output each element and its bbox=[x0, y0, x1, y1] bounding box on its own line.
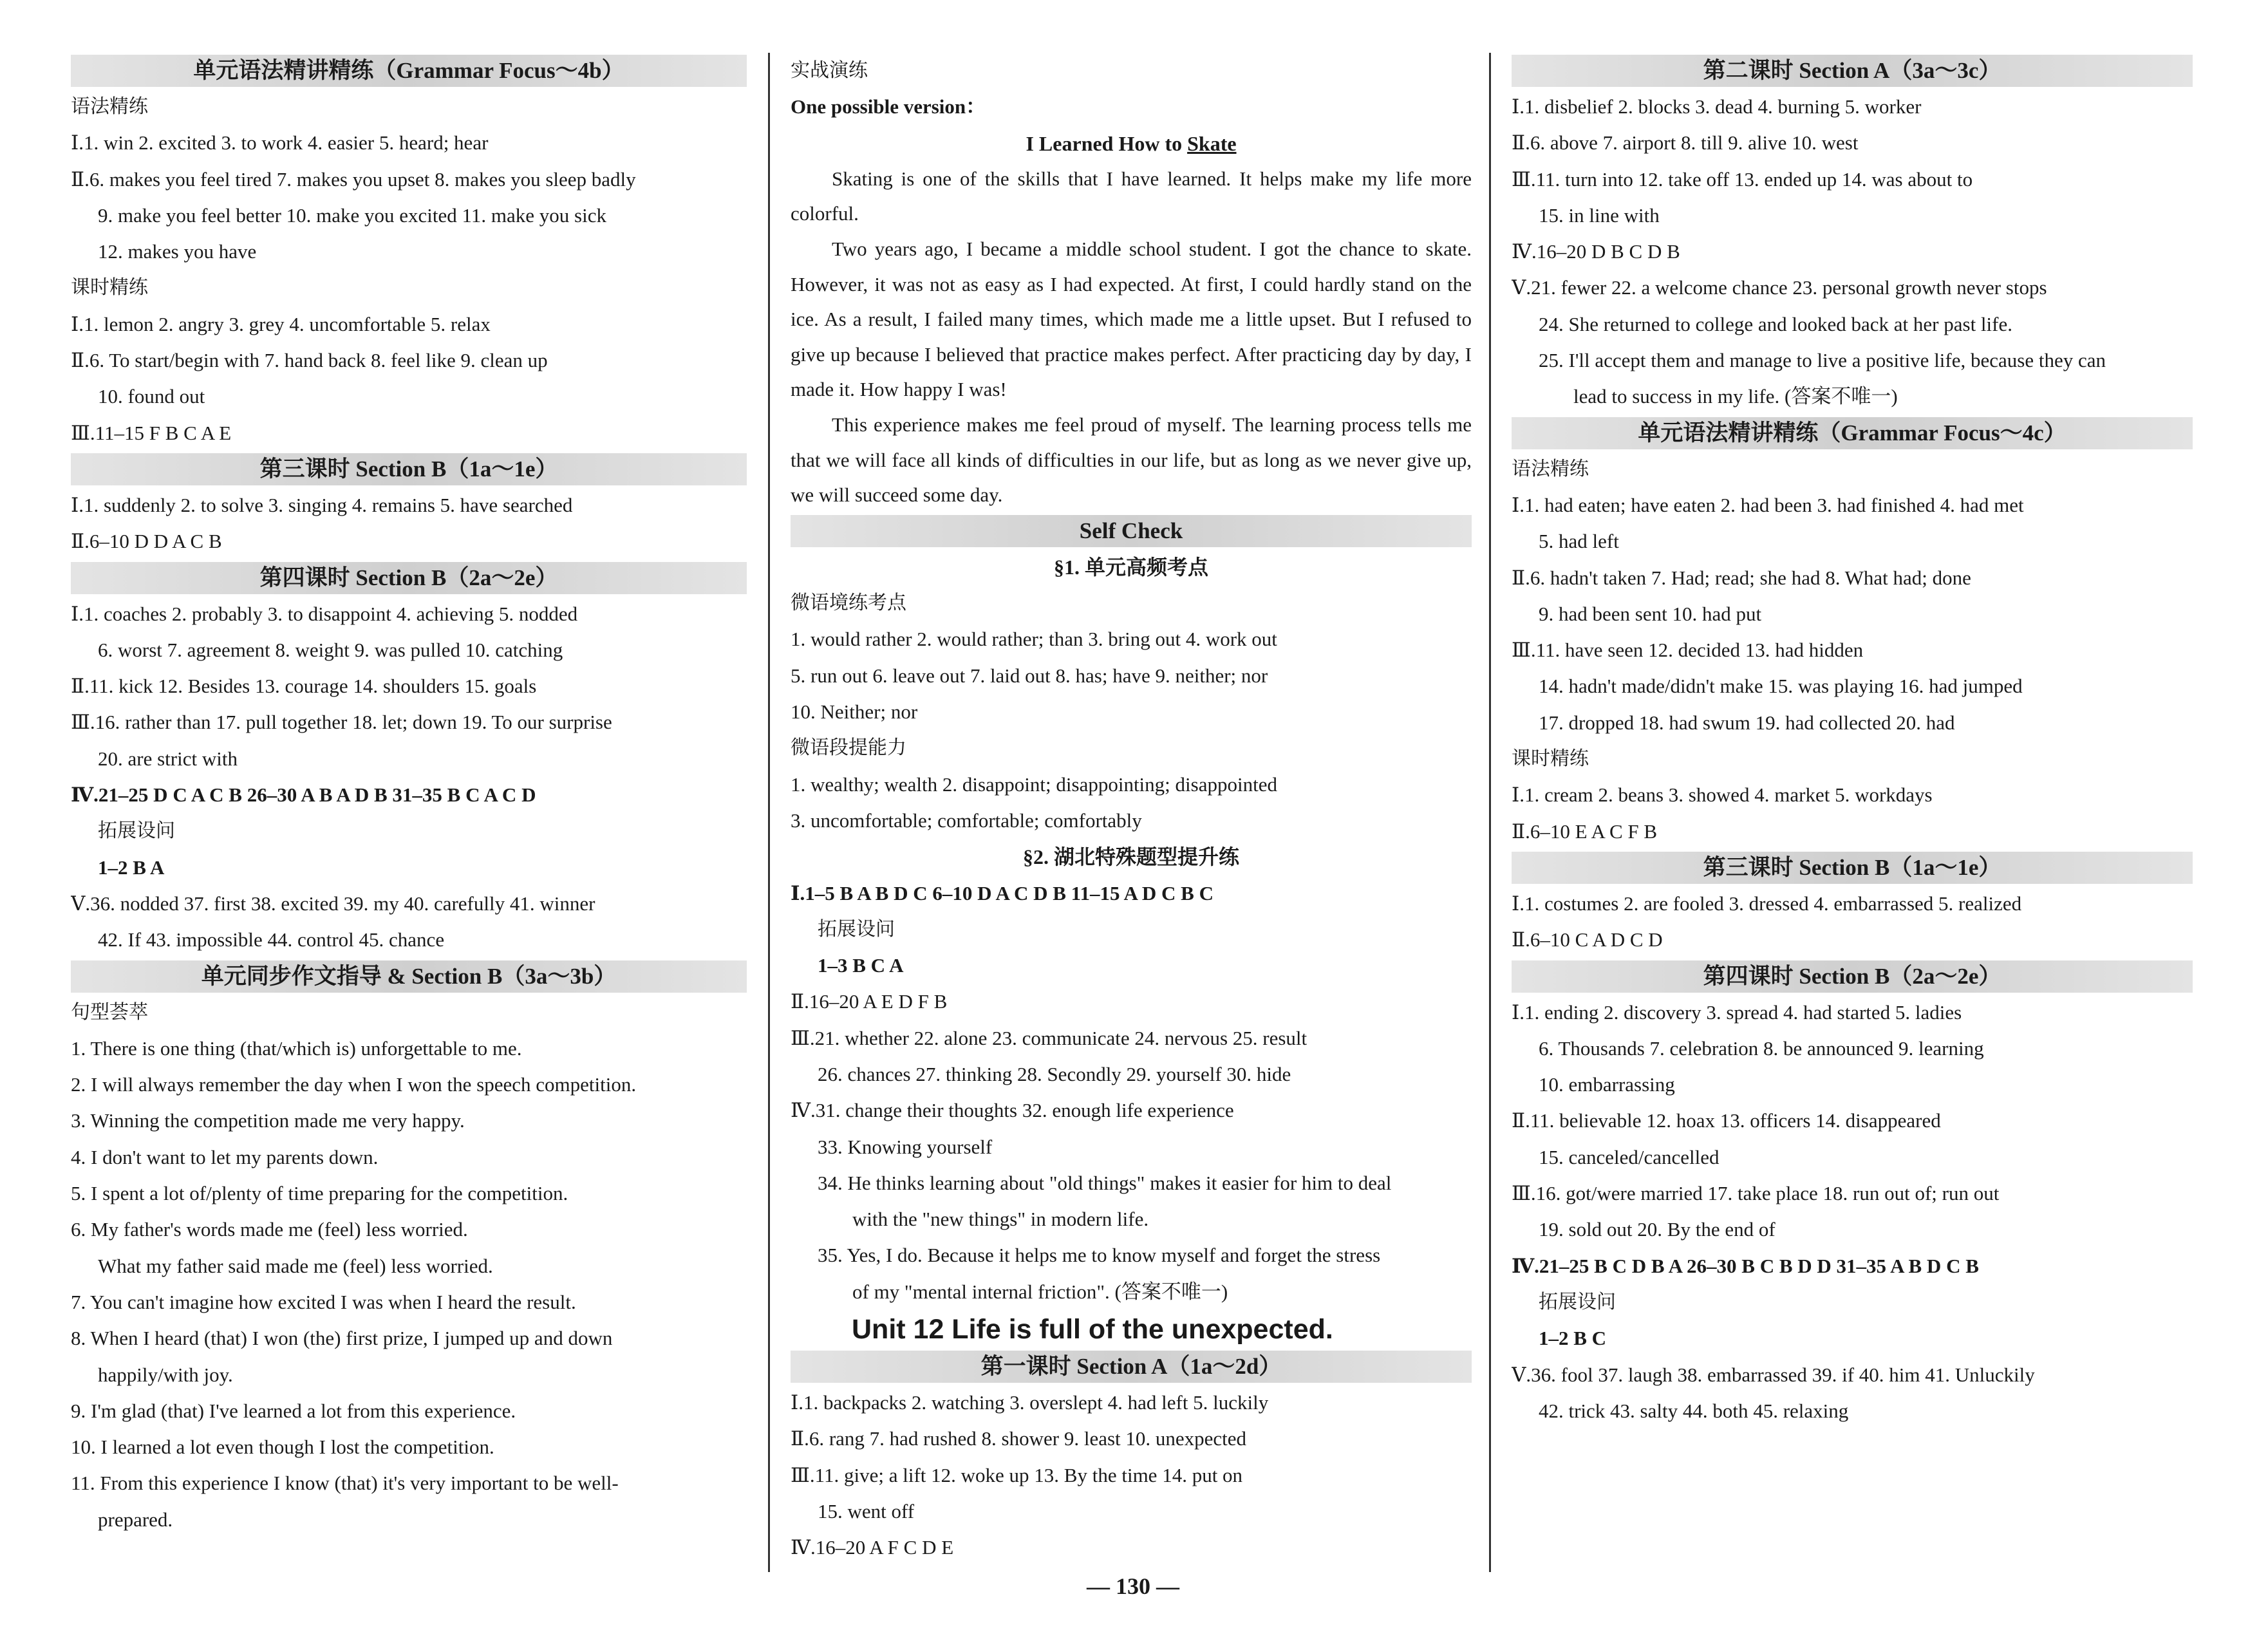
answer-line: 10. Neither; nor bbox=[791, 700, 918, 724]
sentence-line: 10. I learned a lot even though I lost the competition. bbox=[71, 1436, 494, 1459]
answer-line: 12. makes you have bbox=[98, 240, 257, 263]
column-divider bbox=[1489, 53, 1491, 1572]
column-right bbox=[1512, 53, 2193, 1429]
subsection-title: §1. 单元高频考点 bbox=[1053, 555, 1208, 579]
essay-paragraph: Two years ago, I became a middle school student. I got the chance to skate. However, it was not as easy as I had expected. At first, I could hardly stand on the ice. As a result, I failed many times, which made me a little upset. But I refused to give up because I believed that practice makes perfect. After practicing day by day, I made it. How happy I was! bbox=[791, 238, 1472, 401]
answer-line: 10. found out bbox=[98, 385, 205, 408]
answer-line: 19. sold out 20. By the end of bbox=[1539, 1218, 1776, 1241]
answer-line: 5. run out 6. leave out 7. laid out 8. has; have 9. neither; nor bbox=[791, 664, 1268, 687]
answer-line: 25. I'll accept them and manage to live a positive life, because they can bbox=[1539, 349, 2106, 372]
section-header: 第二课时 Section A（3a～3c） bbox=[1512, 55, 2193, 87]
answer-line: Ⅰ.1. costumes 2. are fooled 3. dressed 4. embarrassed 5. realized bbox=[1512, 892, 2022, 915]
column-middle bbox=[791, 53, 1472, 1566]
column-divider bbox=[768, 53, 770, 1572]
answer-line: 35. Yes, I do. Because it helps me to know myself and forget the stress bbox=[818, 1244, 1381, 1267]
essay-title: I Learned How to Skate bbox=[1026, 131, 1237, 155]
answer-line: 9. had been sent 10. had put bbox=[1539, 602, 1762, 625]
section-header: 单元同步作文指导 & Section B（3a～3b） bbox=[71, 960, 747, 993]
answer-line: Ⅳ.31. change their thoughts 32. enough life experience bbox=[791, 1099, 1234, 1122]
subheading: 微语境练考点 bbox=[791, 592, 906, 615]
essay-paragraph: Skating is one of the skills that I have learned. It helps make my life more colorful. bbox=[791, 167, 1472, 225]
answer-line: Ⅱ.6–10 E A C F B bbox=[1512, 820, 1658, 843]
section-header: 第三课时 Section B（1a～1e） bbox=[71, 453, 747, 485]
sentence-line: prepared. bbox=[98, 1508, 173, 1531]
answer-line: Ⅱ.11. kick 12. Besides 13. courage 14. shoulders 15. goals bbox=[71, 675, 537, 698]
section-header: 第四课时 Section B（2a～2e） bbox=[1512, 960, 2193, 993]
answer-line: Ⅲ.11. give; a lift 12. woke up 13. By the time 14. put on bbox=[791, 1463, 1243, 1486]
answer-line: Ⅲ.11. turn into 12. take off 13. ended up 14. was about to bbox=[1512, 167, 1973, 191]
sentence-line: 9. I'm glad (that) I've learned a lot from this experience. bbox=[71, 1399, 516, 1422]
essay-paragraph: This experience makes me feel proud of myself. The learning process tells me that we will face all kinds of difficulties in our life, but as long as we never give up, we will succeed some day. bbox=[791, 413, 1472, 507]
answer-line: lead to success in my life. (答案不唯一) bbox=[1573, 385, 1898, 408]
answer-line: 1–2 B A bbox=[98, 856, 165, 879]
answer-line: Ⅱ.11. believable 12. hoax 13. officers 14. disappeared bbox=[1512, 1109, 1941, 1132]
answer-line: 1–3 B C A bbox=[818, 954, 904, 977]
answer-line: 26. chances 27. thinking 28. Secondly 29. yourself 30. hide bbox=[818, 1062, 1291, 1085]
answer-line: Ⅰ.1. disbelief 2. blocks 3. dead 4. burning 5. worker bbox=[1512, 95, 1922, 118]
answer-line: Ⅱ.6. rang 7. had rushed 8. shower 9. least 10. unexpected bbox=[791, 1427, 1247, 1450]
answer-line: Ⅱ.6–10 D D A C B bbox=[71, 530, 222, 553]
answer-line: 1. would rather 2. would rather; than 3. bring out 4. work out bbox=[791, 628, 1277, 651]
answer-line: 42. trick 43. salty 44. both 45. relaxing bbox=[1539, 1399, 1849, 1422]
subheading: 微语段提能力 bbox=[791, 736, 906, 760]
subheading: 句型荟萃 bbox=[71, 1000, 148, 1024]
answer-line: of my "mental internal friction". (答案不唯一) bbox=[852, 1280, 1228, 1303]
answer-line: Ⅰ.1. coaches 2. probably 3. to disappoint 4. achieving 5. nodded bbox=[71, 602, 578, 625]
sentence-line: 2. I will always remember the day when I won the speech competition. bbox=[71, 1073, 637, 1096]
answer-line: Ⅲ.16. rather than 17. pull together 18. let; down 19. To our surprise bbox=[71, 711, 612, 734]
sentence-line: 5. I spent a lot of/plenty of time preparing for the competition. bbox=[71, 1182, 568, 1205]
answer-line: Ⅲ.11. have seen 12. decided 13. had hidden bbox=[1512, 639, 1864, 662]
answer-line: 15. canceled/cancelled bbox=[1539, 1145, 1720, 1168]
answer-line: Ⅱ.16–20 A E D F B bbox=[791, 990, 948, 1013]
answer-line: 20. are strict with bbox=[98, 747, 238, 770]
section-header: 单元语法精讲精练（Grammar Focus～4b） bbox=[71, 55, 747, 87]
subheading: One possible version： bbox=[791, 95, 986, 118]
section-header: 第三课时 Section B（1a～1e） bbox=[1512, 852, 2193, 884]
subheading: 课时精练 bbox=[71, 276, 148, 299]
answer-line: Ⅰ.1. backpacks 2. watching 3. overslept 4. had left 5. luckily bbox=[791, 1391, 1269, 1414]
section-header: 单元语法精讲精练（Grammar Focus～4c） bbox=[1512, 417, 2193, 449]
answer-line: Ⅰ.1. lemon 2. angry 3. grey 4. uncomfortable 5. relax bbox=[71, 312, 491, 335]
answer-line: Ⅰ.1. win 2. excited 3. to work 4. easier 5. heard; hear bbox=[71, 131, 489, 155]
subheading: 拓展设问 bbox=[818, 917, 895, 941]
answer-line: Ⅱ.6. makes you feel tired 7. makes you upset 8. makes you sleep badly bbox=[71, 167, 636, 191]
section-header: 第四课时 Section B（2a～2e） bbox=[71, 562, 747, 594]
answer-line: with the "new things" in modern life. bbox=[852, 1208, 1149, 1231]
answer-line: 42. If 43. impossible 44. control 45. chance bbox=[98, 928, 445, 951]
answer-line: 10. embarrassing bbox=[1539, 1073, 1675, 1096]
answer-line: Ⅱ.6–10 C A D C D bbox=[1512, 928, 1663, 951]
sentence-line: 8. When I heard (that) I won (the) first prize, I jumped up and down bbox=[71, 1327, 613, 1350]
sentence-line: 7. You can't imagine how excited I was when I heard the result. bbox=[71, 1290, 576, 1313]
subheading: 语法精练 bbox=[71, 95, 148, 118]
answer-line: 34. He thinks learning about "old things" makes it easier for him to deal bbox=[818, 1171, 1392, 1194]
subheading: 拓展设问 bbox=[98, 820, 175, 843]
subsection-title: §2. 湖北特殊题型提升练 bbox=[1022, 845, 1239, 869]
answer-line: 5. had left bbox=[1539, 530, 1619, 553]
subheading: 实战演练 bbox=[791, 59, 868, 82]
section-header: Self Check bbox=[791, 515, 1472, 547]
section-header: 第一课时 Section A（1a～2d） bbox=[791, 1351, 1472, 1383]
answer-line: Ⅴ.21. fewer 22. a welcome chance 23. personal growth never stops bbox=[1512, 276, 2047, 299]
subheading: 语法精练 bbox=[1512, 457, 1589, 480]
column-left bbox=[71, 53, 747, 1538]
answer-line: Ⅰ.1. suddenly 2. to solve 3. singing 4. remains 5. have searched bbox=[71, 493, 573, 516]
page-number: — 130 — bbox=[1087, 1573, 1179, 1599]
answer-line: Ⅰ.1. had eaten; have eaten 2. had been 3. had finished 4. had met bbox=[1512, 493, 2024, 516]
unit-title: Unit 12 Life is full of the unexpected. bbox=[852, 1314, 1333, 1345]
sentence-line: 4. I don't want to let my parents down. bbox=[71, 1145, 379, 1168]
sentence-line: 6. My father's words made me (feel) less worried. bbox=[71, 1218, 468, 1241]
answer-line: 6. Thousands 7. celebration 8. be announced 9. learning bbox=[1539, 1036, 1984, 1060]
sentence-line: happily/with joy. bbox=[98, 1363, 233, 1386]
answer-line: 14. hadn't made/didn't make 15. was playing 16. had jumped bbox=[1539, 675, 2023, 698]
answer-line: Ⅱ.6. above 7. airport 8. till 9. alive 10. west bbox=[1512, 131, 1859, 155]
answer-line: 9. make you feel better 10. make you excited 11. make you sick bbox=[98, 203, 606, 227]
answer-line: Ⅰ.1. cream 2. beans 3. showed 4. market 5. workdays bbox=[1512, 783, 1933, 807]
answer-line: 33. Knowing yourself bbox=[818, 1135, 993, 1158]
answer-line: 1–2 B C bbox=[1539, 1327, 1607, 1350]
answer-line: Ⅳ.21–25 B C D B A 26–30 B C B D D 31–35 A B D C B bbox=[1512, 1254, 1979, 1277]
sentence-line: What my father said made me (feel) less worried. bbox=[98, 1254, 493, 1277]
subheading: 课时精练 bbox=[1512, 747, 1589, 771]
answer-line: Ⅰ.1–5 B A B D C 6–10 D A C D B 11–15 A D C B C bbox=[791, 881, 1214, 904]
answer-line: Ⅱ.6. hadn't taken 7. Had; read; she had 8. What had; done bbox=[1512, 566, 1971, 589]
answer-line: Ⅲ.21. whether 22. alone 23. communicate 24. nervous 25. result bbox=[791, 1026, 1307, 1049]
answer-line: 6. worst 7. agreement 8. weight 9. was pulled 10. catching bbox=[98, 638, 563, 661]
answer-line: Ⅳ.16–20 A F C D E bbox=[791, 1536, 954, 1559]
answer-line: Ⅳ.21–25 D C A C B 26–30 A B A D B 31–35 B C A C D bbox=[71, 783, 536, 807]
subheading: 拓展设问 bbox=[1539, 1290, 1616, 1313]
answer-line: Ⅳ.16–20 D B C D B bbox=[1512, 240, 1680, 263]
sentence-line: 1. There is one thing (that/which is) unforgettable to me. bbox=[71, 1036, 522, 1060]
answer-line: Ⅲ.11–15 F B C A E bbox=[71, 421, 232, 444]
answer-line: Ⅴ.36. fool 37. laugh 38. embarrassed 39. if 40. him 41. Unluckily bbox=[1512, 1363, 2035, 1386]
answer-line: 24. She returned to college and looked back at her past life. bbox=[1539, 312, 2012, 335]
sentence-line: 3. Winning the competition made me very happy. bbox=[71, 1109, 465, 1132]
answer-line: Ⅱ.6. To start/begin with 7. hand back 8. feel like 9. clean up bbox=[71, 349, 548, 372]
answer-line: Ⅴ.36. nodded 37. first 38. excited 39. my 40. carefully 41. winner bbox=[71, 892, 595, 915]
answer-line: 1. wealthy; wealth 2. disappoint; disappointing; disappointed bbox=[791, 773, 1277, 796]
answer-line: 3. uncomfortable; comfortable; comfortably bbox=[791, 809, 1142, 832]
answer-line: 15. in line with bbox=[1539, 203, 1660, 227]
answer-line: 17. dropped 18. had swum 19. had collected 20. had bbox=[1539, 711, 1955, 734]
answer-line: Ⅲ.16. got/were married 17. take place 18. run out of; run out bbox=[1512, 1182, 2000, 1205]
answer-line: Ⅰ.1. ending 2. discovery 3. spread 4. had started 5. ladies bbox=[1512, 1000, 1962, 1024]
sentence-line: 11. From this experience I know (that) it's very important to be well- bbox=[71, 1472, 619, 1495]
answer-line: 15. went off bbox=[818, 1499, 915, 1522]
